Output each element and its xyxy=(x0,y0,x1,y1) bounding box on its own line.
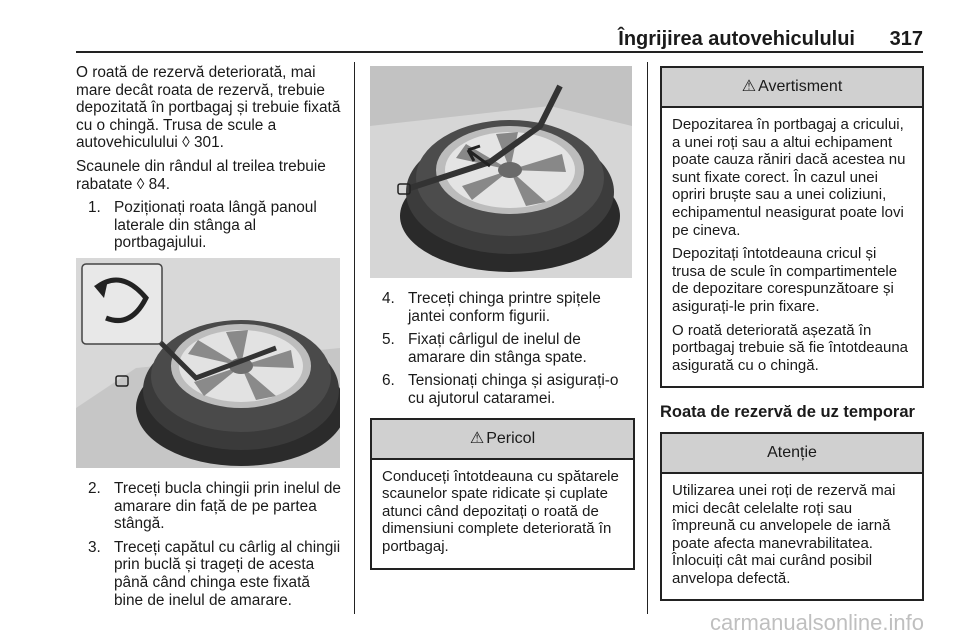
step-2 xyxy=(76,480,342,533)
wheel-strap-spokes-image xyxy=(370,66,632,278)
danger-box-title: Pericol xyxy=(486,429,536,447)
step-6 xyxy=(370,372,635,407)
spare-wheel-illustration-1 xyxy=(76,258,340,468)
column-divider-1 xyxy=(354,62,355,614)
warning-box-header xyxy=(662,68,922,108)
step-number: 2. xyxy=(88,479,101,497)
step-1 xyxy=(76,199,342,252)
column-2 xyxy=(370,64,635,570)
step-3 xyxy=(76,539,342,609)
seats-paragraph: Scaunele din rândul al treilea trebuie rabatate ◊ 84. xyxy=(76,157,326,193)
step-text: Treceți capătul cu cârlig al chingii prin buclă și trageți de acesta până când chinga este fixată bine de inelul de amarare. xyxy=(114,538,341,609)
step-text: Fixați cârligul de inelul de amarare din stânga spate. xyxy=(408,331,587,366)
page-title: Îngrijirea autovehiculului xyxy=(618,28,855,50)
danger-box-header xyxy=(372,420,633,460)
page-header xyxy=(76,28,923,50)
step-number: 6. xyxy=(382,372,395,390)
step-text: Tensionați chinga și asigurați-o cu ajutorul cataramei. xyxy=(408,372,619,407)
attention-box-text: Utilizarea unei roți de rezervă mai mici decât celelalte roți sau împreună cu anvelopele de iarnă poate afecta manevrabilitatea. Înlocuiți cât mai curând posibil anvelopa defectă. xyxy=(672,481,896,587)
column-1 xyxy=(76,64,342,615)
step-4 xyxy=(370,290,635,325)
column-divider-2 xyxy=(647,62,648,614)
attention-box xyxy=(660,432,924,602)
step-number: 4. xyxy=(382,290,395,307)
spare-wheel-illustration-2 xyxy=(370,66,632,278)
warning-para-3: O roată deteriorată așezată în portbagaj trebuie să fie întotdeauna asigurată cu o chingă. xyxy=(672,321,909,374)
warning-box xyxy=(660,66,924,388)
danger-box-text: Conduceți întotdeauna cu spătarele scaunelor spate ridicate și cuplate atunci când depozitați o roată de dimensiuni complete deteriorată în portbagaj. xyxy=(382,467,619,555)
column-3 xyxy=(660,64,924,601)
warning-triangle-icon: ⚠ xyxy=(469,429,485,447)
warning-para-1: Depozitarea în portbagaj a cricului, a unei roți sau a altui echipament poate cauza răniri dacă acestea nu sunt fixate corect. În cazul unei opriri bruște sau a unei coliziuni, echipamentul neasigurat poate lovi pe cineva. xyxy=(672,116,906,239)
wheel-strap-loop-image xyxy=(76,258,340,468)
step-text: Treceți chinga printre spițele jantei conform figurii. xyxy=(408,290,601,325)
step-number: 3. xyxy=(88,538,101,556)
header-rule xyxy=(76,51,923,53)
step-number: 5. xyxy=(382,331,395,349)
section-heading: Roata de rezervă de uz temporar xyxy=(660,403,915,422)
page-number: 317 xyxy=(889,28,923,50)
warning-para-2: Depozitați întotdeauna cricul și trusa de scule în compartimentele de depozitare corespunzătoare și asigurați-le prin fixare. xyxy=(672,245,898,315)
watermark: carmanualsonline.info xyxy=(709,610,924,635)
step-5 xyxy=(370,331,635,366)
step-text: Poziționați roata lângă panoul laterale din stânga al portbagajului. xyxy=(114,199,317,252)
warning-box-title: Avertisment xyxy=(758,78,843,95)
attention-box-header: Atenție xyxy=(662,434,922,474)
warning-triangle-icon: ⚠ xyxy=(741,78,757,95)
intro-paragraph: O roată de rezervă deteriorată, mai mare decât roata de rezervă, trebuie depozitată în portbagaj și trebuie fixată cu o chingă. Trusa de scule a autovehiculului ◊ 301. xyxy=(76,64,341,152)
step-text: Treceți bucla chingii prin inelul de amarare din față de pe partea stângă. xyxy=(114,479,341,533)
warning-box-body xyxy=(662,108,922,386)
danger-box xyxy=(370,418,635,570)
step-number: 1. xyxy=(88,199,101,217)
attention-box-body xyxy=(662,474,922,600)
danger-box-body xyxy=(372,460,633,568)
